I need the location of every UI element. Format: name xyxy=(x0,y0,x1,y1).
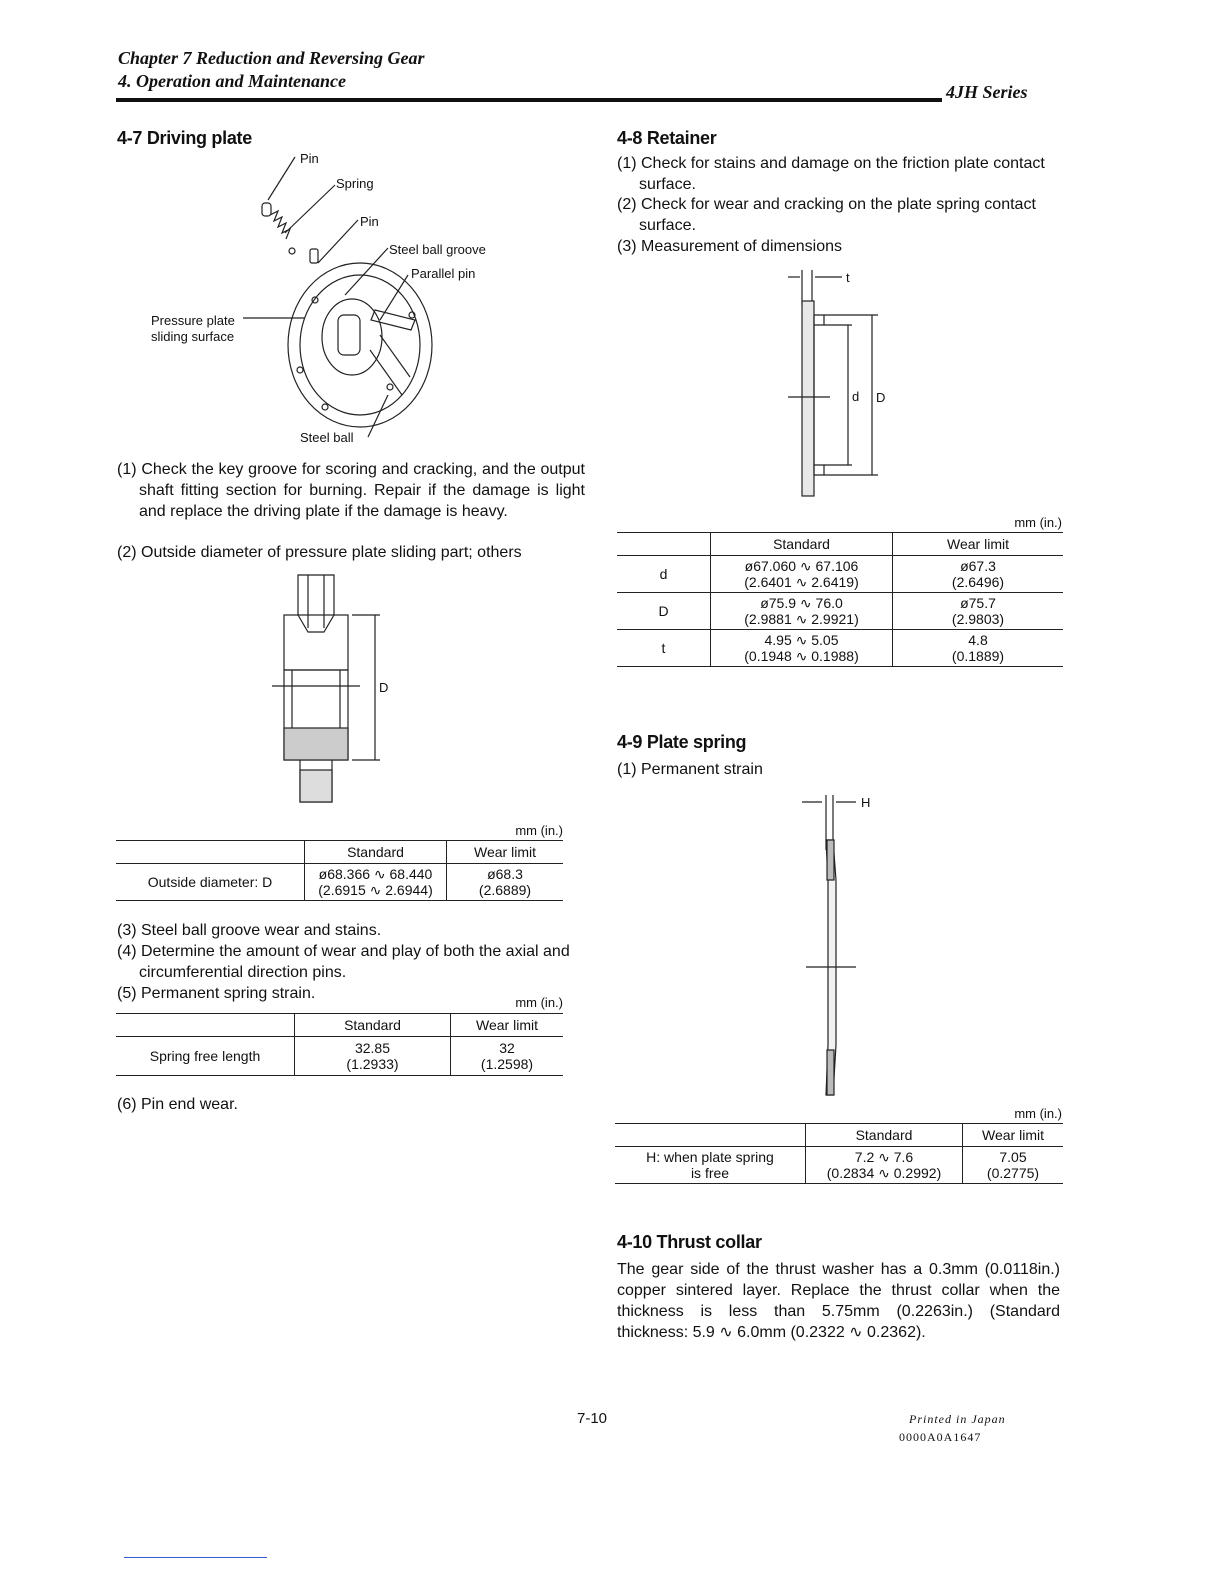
table2-wear-in: (1.2598) xyxy=(480,1056,534,1072)
table1-unit: mm (in.) xyxy=(515,823,563,838)
table1-row-label: Outside diameter: D xyxy=(116,864,305,901)
driving-plate-heading: 4-7 Driving plate xyxy=(117,128,252,148)
spring-length-table xyxy=(116,1013,563,1076)
retainer-t-wear-mm: 4.8 xyxy=(968,632,988,648)
driving-plate-item-3: (3) Steel ball groove wear and stains. xyxy=(117,922,382,939)
plate-spring-wear-in: (0.2775) xyxy=(986,1165,1040,1181)
retainer-D-standard-in: (2.9881 ∿ 2.9921) xyxy=(744,611,859,627)
driving-plate-item-2: (2) Outside diameter of pressure plate sliding part; others xyxy=(117,544,522,561)
plate-spring-h-label: H xyxy=(861,795,871,810)
retainer-D-label: D xyxy=(876,390,886,405)
retainer-diagram xyxy=(780,265,900,500)
table1-wear-in: (2.6889) xyxy=(478,882,532,898)
plate-spring-table-unit: mm (in.) xyxy=(1014,1106,1062,1121)
plate-spring-diagram xyxy=(800,790,880,1100)
retainer-D-wear-in: (2.9803) xyxy=(951,611,1005,627)
printed-in-japan: Printed in Japan xyxy=(909,1412,1006,1426)
plate-spring-standard-mm: 7.2 ∿ 7.6 xyxy=(854,1149,914,1165)
table1-wear-mm: ø68.3 xyxy=(487,866,523,882)
retainer-d-standard-in: (2.6401 ∿ 2.6419) xyxy=(744,574,859,590)
plate-spring-header-wear: Wear limit xyxy=(963,1124,1064,1147)
table1-header-standard: Standard xyxy=(305,841,447,864)
fig-label-pin-top: Pin xyxy=(300,151,319,166)
plate-spring-row-label-2: is free xyxy=(690,1165,730,1181)
retainer-D-wear-mm: ø75.7 xyxy=(960,595,996,611)
retainer-t-standard-mm: 4.95 ∿ 5.05 xyxy=(764,632,839,648)
retainer-d-label: d xyxy=(852,389,860,404)
retainer-row-d-label: d xyxy=(617,556,711,593)
fig-label-spring: Spring xyxy=(336,176,374,191)
plate-spring-standard-in: (0.2834 ∿ 0.2992) xyxy=(826,1165,942,1181)
retainer-D-standard-mm: ø75.9 ∿ 76.0 xyxy=(760,595,843,611)
retainer-d-wear-in: (2.6496) xyxy=(951,574,1005,590)
table2-row-label: Spring free length xyxy=(116,1037,295,1076)
retainer-header-wear: Wear limit xyxy=(893,533,1064,556)
page-number: 7-10 xyxy=(577,1410,608,1427)
retainer-table-unit: mm (in.) xyxy=(1014,515,1062,530)
fig-label-parallel-pin: Parallel pin xyxy=(411,266,476,281)
plate-spring-header-standard: Standard xyxy=(806,1124,963,1147)
driving-plate-item-5: (5) Permanent spring strain. xyxy=(117,985,316,1002)
fig-label-pressure-plate: Pressure plate xyxy=(151,313,235,328)
table1-header-wear: Wear limit xyxy=(447,841,564,864)
retainer-t-label: t xyxy=(846,270,850,285)
table1-standard-in: (2.6915 ∿ 2.6944) xyxy=(318,882,433,898)
header-rule xyxy=(116,98,942,102)
fig-label-pin-mid: Pin xyxy=(360,214,379,229)
table2-standard-mm: 32.85 xyxy=(354,1040,391,1056)
table2-header-wear: Wear limit xyxy=(451,1014,564,1037)
plate-spring-row-label-1: H: when plate spring xyxy=(646,1149,774,1165)
retainer-item-3: (3) Measurement of dimensions xyxy=(617,238,842,255)
retainer-t-wear-in: (0.1889) xyxy=(951,648,1005,664)
series-label: 4JH Series xyxy=(946,82,1028,102)
chapter-title: Chapter 7 Reduction and Reversing Gear xyxy=(118,48,425,68)
retainer-header-standard: Standard xyxy=(711,533,893,556)
fig-label-sliding-surface: sliding surface xyxy=(151,329,235,344)
plate-spring-table xyxy=(615,1123,1063,1184)
plate-spring-item-1: (1) Permanent strain xyxy=(617,761,763,778)
retainer-row-t-label: t xyxy=(617,630,711,667)
driving-plate-item-6: (6) Pin end wear. xyxy=(117,1096,238,1113)
driving-plate-item-4: (4) Determine the amount of wear and play of both the axial and circumferential direction pins. xyxy=(117,943,570,981)
plate-spring-heading: 4-9 Plate spring xyxy=(617,732,747,752)
table2-standard-in: (1.2933) xyxy=(346,1056,399,1072)
thrust-collar-text: The gear side of the thrust washer has a 0.3mm (0.0118in.) copper sintered layer. Replace the thrust collar when the thickness is less than 5.75mm (0.2263in.) (Standard thickness: 5.9 ∿ 6.0mm (0.2322 ∿ 0.2362). xyxy=(617,1261,1060,1341)
driving-plate-item-1: (1) Check the key groove for scoring and cracking, and the output shaft fitting section for burning. Repair if the damage is light and replace the driving plate if the damage is heavy. xyxy=(117,461,585,520)
thrust-collar-heading: 4-10 Thrust collar xyxy=(617,1232,762,1252)
fig-label-steel-ball: Steel ball xyxy=(300,430,354,445)
bottom-rule xyxy=(124,1557,267,1558)
retainer-table xyxy=(617,532,1063,667)
plate-spring-wear-mm: 7.05 xyxy=(999,1149,1027,1165)
section-title: 4. Operation and Maintenance xyxy=(118,71,347,91)
retainer-row-D-label: D xyxy=(617,593,711,630)
table2-header-standard: Standard xyxy=(295,1014,451,1037)
table2-unit: mm (in.) xyxy=(515,995,563,1010)
retainer-item-1: (1) Check for stains and damage on the friction plate contact surface. xyxy=(617,155,1045,193)
fig-label-steel-ball-groove: Steel ball groove xyxy=(389,242,486,257)
retainer-item-2: (2) Check for wear and cracking on the plate spring contact surface. xyxy=(617,196,1036,234)
retainer-d-standard-mm: ø67.060 ∿ 67.106 xyxy=(744,558,859,574)
table2-wear-mm: 32 xyxy=(499,1040,515,1056)
pressure-plate-d-label: D xyxy=(379,680,389,695)
outside-diameter-table xyxy=(116,840,563,901)
driving-plate-figure xyxy=(140,145,520,455)
retainer-t-standard-in: (0.1948 ∿ 0.1988) xyxy=(744,648,859,664)
retainer-d-wear-mm: ø67.3 xyxy=(960,558,996,574)
table1-standard-mm: ø68.366 ∿ 68.440 xyxy=(318,866,433,882)
retainer-heading: 4-8 Retainer xyxy=(617,128,717,148)
document-code: 0000A0A1647 xyxy=(899,1430,982,1444)
